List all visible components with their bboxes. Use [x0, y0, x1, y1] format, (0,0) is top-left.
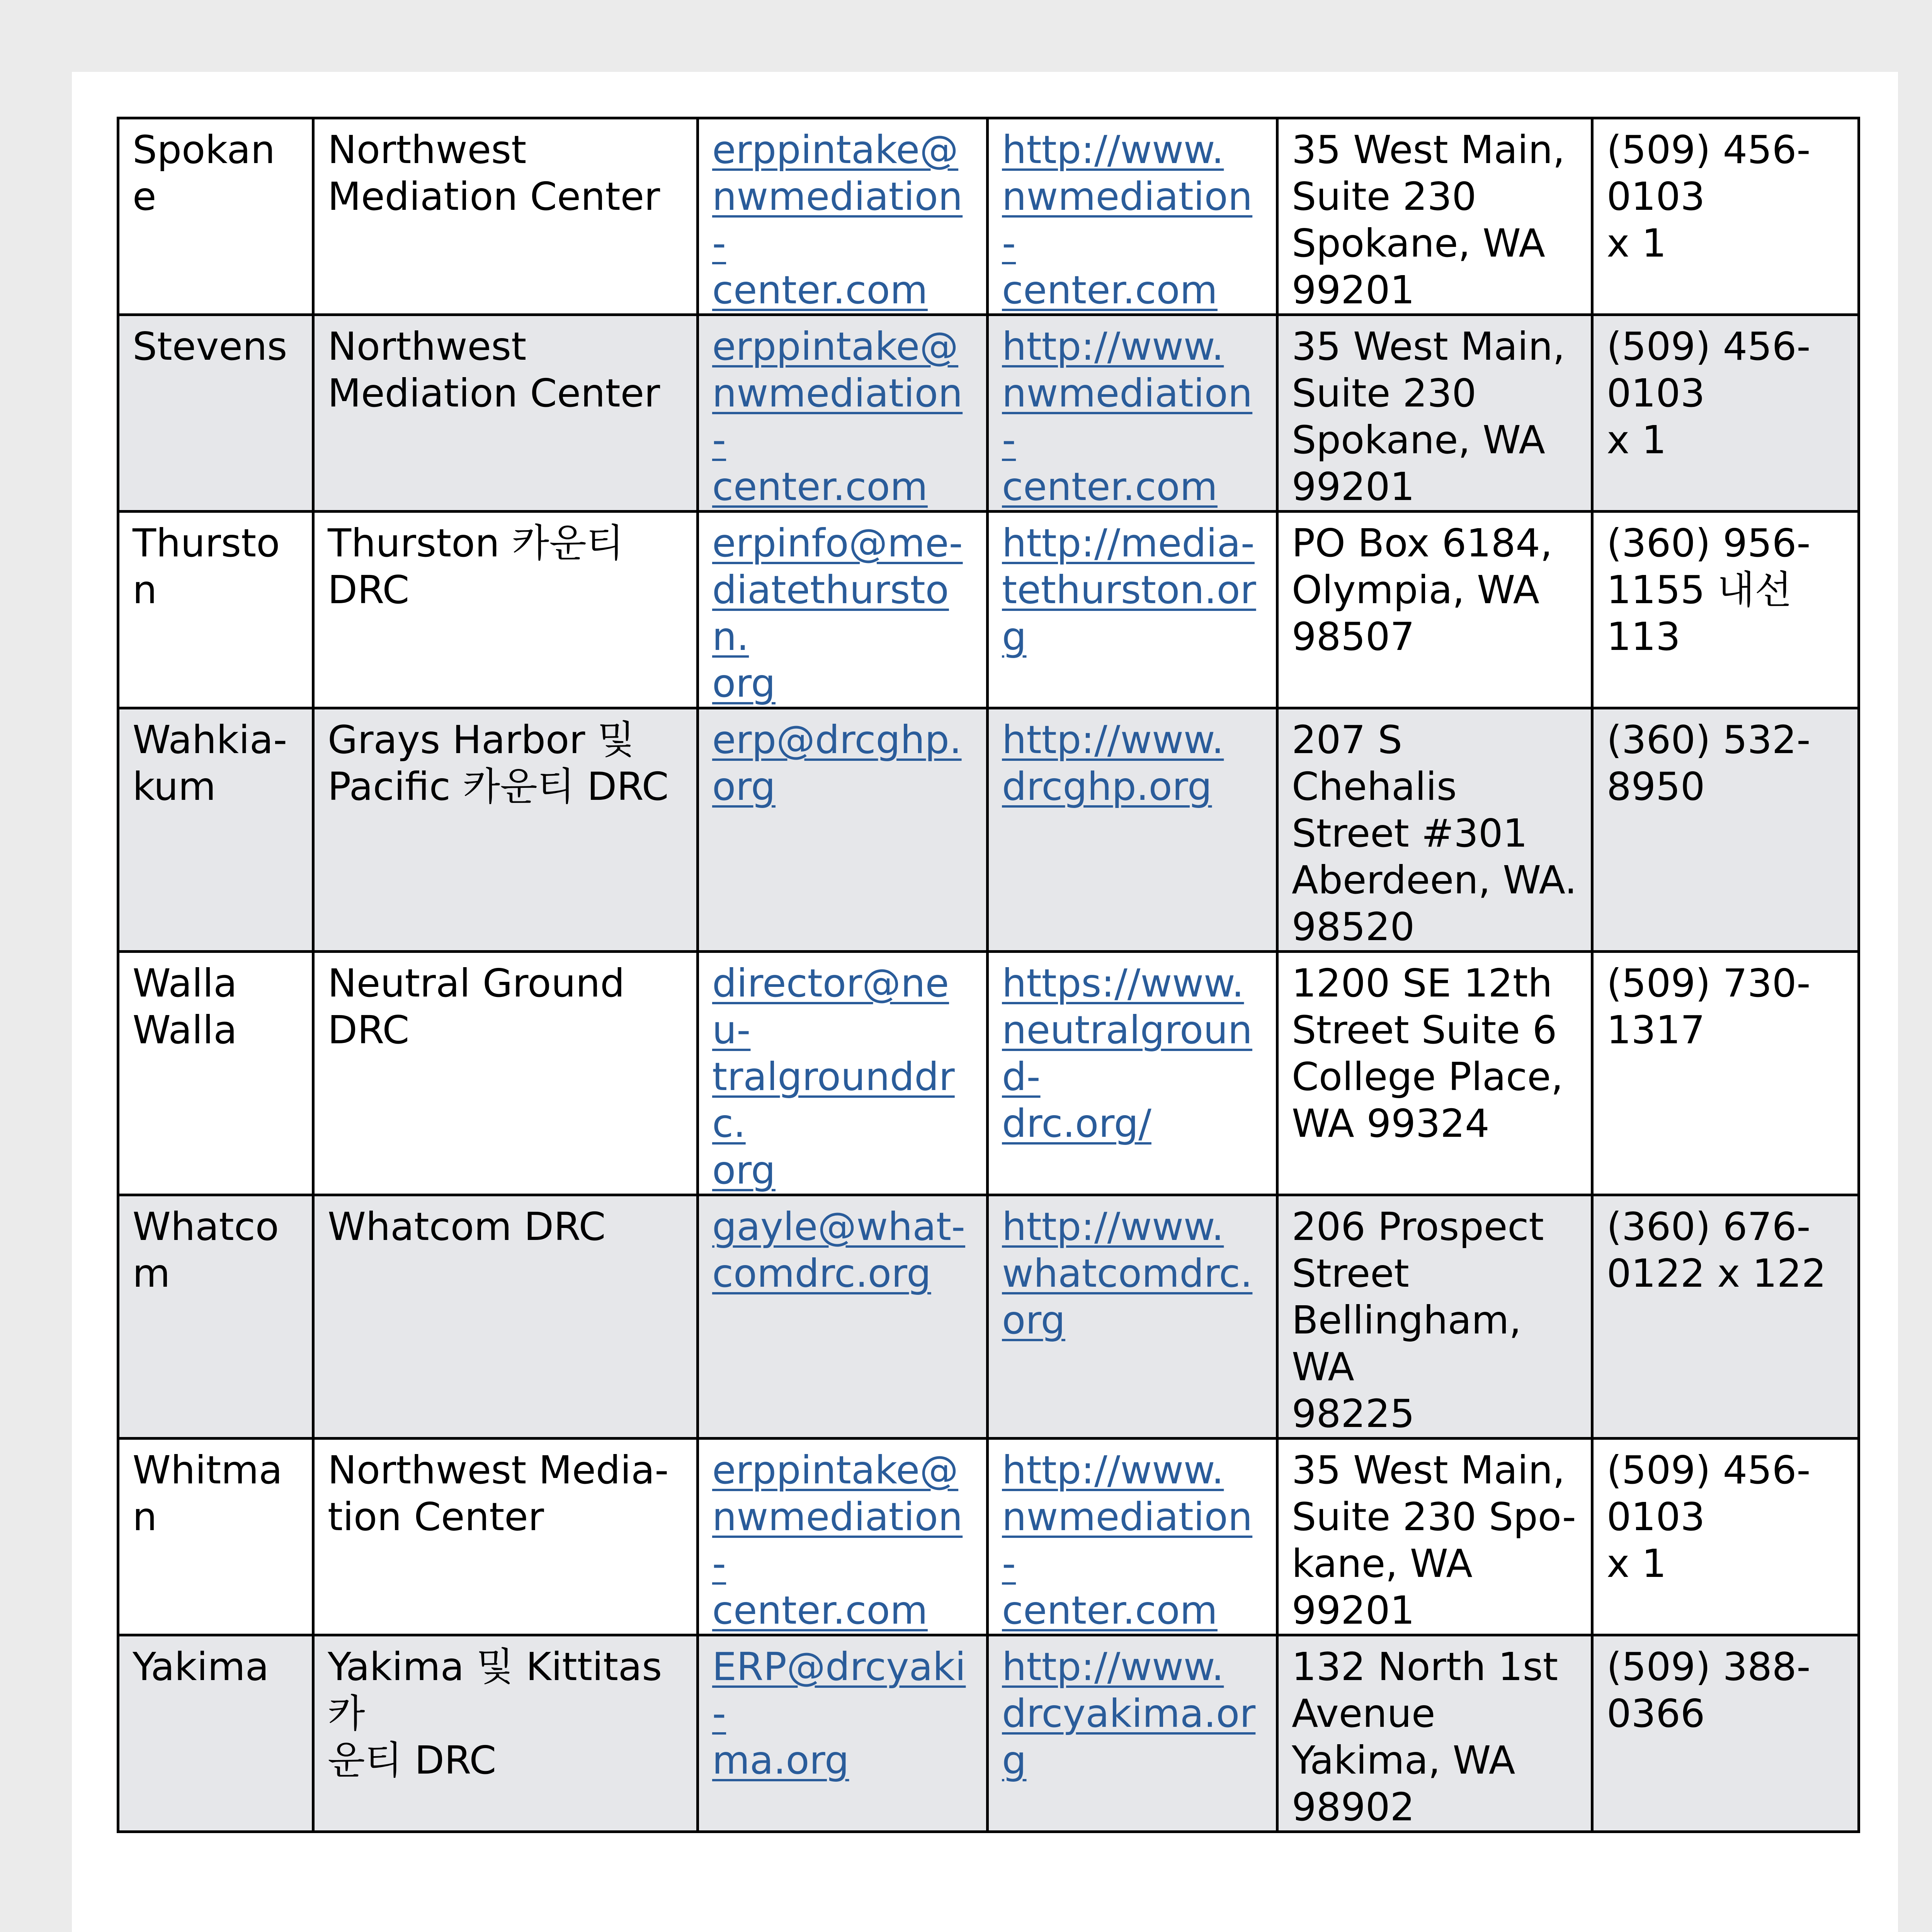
website-link[interactable]: http://media- tethurston.org — [1002, 520, 1256, 659]
center-name: Grays Harbor 및 Pacific 카운티 DRC — [328, 717, 669, 809]
center-cell — [313, 1635, 698, 1832]
phone-cell — [1592, 708, 1859, 952]
center-cell — [313, 1195, 698, 1439]
table-row — [118, 1195, 1859, 1439]
address-cell — [1277, 1195, 1592, 1439]
county-name: Spokane — [133, 127, 275, 219]
center-name: Whatcom DRC — [328, 1204, 606, 1249]
address-text: 1200 SE 12th Street Suite 6 College Place, WA 99324 — [1292, 961, 1563, 1146]
county-name: Wahkia- kum — [133, 717, 287, 809]
email-link[interactable]: gayle@what- comdrc.org — [712, 1204, 965, 1296]
county-cell — [118, 118, 313, 315]
county-cell — [118, 708, 313, 952]
address-text: 35 West Main, Suite 230 Spokane, WA 99201 — [1292, 127, 1565, 313]
phone-number: (509) 388- 0366 — [1607, 1644, 1811, 1736]
website-link[interactable]: http://www. nwmediation- center.com — [1002, 1447, 1253, 1633]
address-cell — [1277, 315, 1592, 512]
table-row — [118, 118, 1859, 315]
phone-number: (360) 956- 1155 내선 113 — [1607, 520, 1811, 659]
website-link[interactable]: https://www. neutralground- drc.org/ — [1002, 961, 1252, 1146]
email-cell — [698, 315, 988, 512]
center-cell — [313, 512, 698, 708]
website-link[interactable]: http://www. nwmediation- center.com — [1002, 127, 1253, 313]
table-row — [118, 315, 1859, 512]
county-name: Thurston — [133, 520, 280, 612]
address-cell — [1277, 1635, 1592, 1832]
county-name: Whitman — [133, 1447, 282, 1539]
address-text: 206 Prospect Street Bellingham, WA 98225 — [1292, 1204, 1544, 1436]
county-cell — [118, 1439, 313, 1635]
center-cell — [313, 708, 698, 952]
county-cell — [118, 1195, 313, 1439]
phone-cell — [1592, 512, 1859, 708]
address-text: PO Box 6184, Olympia, WA 98507 — [1292, 520, 1553, 659]
phone-cell — [1592, 315, 1859, 512]
county-cell — [118, 315, 313, 512]
county-cell — [118, 512, 313, 708]
address-cell — [1277, 708, 1592, 952]
address-cell — [1277, 118, 1592, 315]
table-row — [118, 1439, 1859, 1635]
center-name: Yakima 및 Kittitas 카 운티 DRC — [328, 1644, 662, 1783]
website-link[interactable]: http://www. drcghp.org — [1002, 717, 1224, 809]
phone-cell — [1592, 118, 1859, 315]
email-link[interactable]: director@neu- tralgrounddrc. org — [712, 961, 955, 1193]
county-name: Walla Walla — [133, 961, 237, 1053]
phone-number: (360) 676- 0122 x 122 — [1607, 1204, 1827, 1296]
center-cell — [313, 118, 698, 315]
county-cell — [118, 952, 313, 1195]
address-text: 132 North 1st Avenue Yakima, WA 98902 — [1292, 1644, 1558, 1830]
email-cell — [698, 952, 988, 1195]
email-cell — [698, 708, 988, 952]
website-cell — [988, 952, 1277, 1195]
email-cell — [698, 1195, 988, 1439]
center-name: Neutral Ground DRC — [328, 961, 625, 1053]
email-link[interactable]: erppintake@ nwmediation- center.com — [712, 1447, 963, 1633]
email-cell — [698, 118, 988, 315]
county-cell — [118, 1635, 313, 1832]
center-name: Thurston 카운티 DRC — [328, 520, 624, 612]
website-cell — [988, 1195, 1277, 1439]
county-name: Yakima — [133, 1644, 269, 1689]
table-row — [118, 952, 1859, 1195]
address-text: 35 West Main, Suite 230 Spokane, WA 99201 — [1292, 324, 1565, 509]
phone-number: (509) 456- 0103 x 1 — [1607, 127, 1811, 266]
email-link[interactable]: erppintake@ nwmediation- center.com — [712, 127, 963, 313]
website-link[interactable]: http://www. whatcomdrc. org — [1002, 1204, 1253, 1343]
website-link[interactable]: http://www. drcyakima.org — [1002, 1644, 1256, 1783]
phone-cell — [1592, 1635, 1859, 1832]
email-link[interactable]: ERP@drcyaki- ma.org — [712, 1644, 966, 1783]
email-cell — [698, 512, 988, 708]
email-link[interactable]: erpinfo@me- diatethurston. org — [712, 520, 963, 706]
center-name: Northwest Mediation Center — [328, 324, 660, 416]
address-cell — [1277, 512, 1592, 708]
center-cell — [313, 315, 698, 512]
phone-cell — [1592, 952, 1859, 1195]
phone-number: (360) 532- 8950 — [1607, 717, 1811, 809]
table-row — [118, 708, 1859, 952]
directory-body — [118, 118, 1859, 1832]
phone-number: (509) 730- 1317 — [1607, 961, 1811, 1053]
website-link[interactable]: http://www. nwmediation- center.com — [1002, 324, 1253, 509]
phone-number: (509) 456- 0103 x 1 — [1607, 1447, 1811, 1586]
table-row — [118, 512, 1859, 708]
center-cell — [313, 1439, 698, 1635]
center-name: Northwest Media- tion Center — [328, 1447, 669, 1539]
address-cell — [1277, 1439, 1592, 1635]
address-text: 35 West Main, Suite 230 Spo- kane, WA 99201 — [1292, 1447, 1576, 1633]
email-link[interactable]: erppintake@ nwmediation- center.com — [712, 324, 963, 509]
website-cell — [988, 315, 1277, 512]
phone-cell — [1592, 1195, 1859, 1439]
center-cell — [313, 952, 698, 1195]
county-name: Whatcom — [133, 1204, 279, 1296]
website-cell — [988, 1439, 1277, 1635]
address-text: 207 S Chehalis Street #301 Aberdeen, WA. 98520 — [1292, 717, 1577, 949]
address-cell — [1277, 952, 1592, 1195]
email-link[interactable]: erp@drcghp. org — [712, 717, 962, 809]
dispute-resolution-directory-table — [117, 117, 1860, 1833]
center-name: Northwest Mediation Center — [328, 127, 660, 219]
website-cell — [988, 1635, 1277, 1832]
website-cell — [988, 118, 1277, 315]
email-cell — [698, 1439, 988, 1635]
table-row — [118, 1635, 1859, 1832]
county-name: Stevens — [133, 324, 287, 369]
website-cell — [988, 708, 1277, 952]
email-cell — [698, 1635, 988, 1832]
phone-number: (509) 456- 0103 x 1 — [1607, 324, 1811, 463]
website-cell — [988, 512, 1277, 708]
document-page — [72, 72, 1898, 1932]
phone-cell — [1592, 1439, 1859, 1635]
